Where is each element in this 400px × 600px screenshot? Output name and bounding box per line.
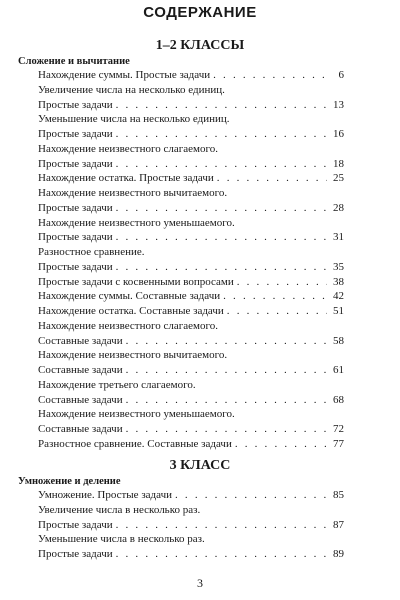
toc-entry-page: 51 — [333, 305, 344, 317]
toc-entry-title: Нахождение суммы. Составные задачи — [38, 290, 221, 303]
toc-entry — [38, 518, 344, 533]
dot-leader — [116, 157, 327, 172]
toc-entry-title: Умножение. Простые задачи — [38, 489, 173, 501]
toc-entry-page: 28 — [333, 201, 344, 214]
toc-entry — [38, 547, 344, 562]
toc-entry-title: Составные задачи — [38, 364, 123, 376]
toc-entry — [38, 532, 344, 547]
toc-entry-title: Нахождение остатка. Составные задачи — [38, 305, 224, 317]
dot-leader — [116, 127, 327, 142]
toc-entry-page: 42 — [333, 290, 344, 303]
toc-entry-title: Составные задачи — [38, 334, 123, 347]
toc-entry-title: Простые задачи — [38, 128, 113, 140]
toc-entry-page: 16 — [333, 128, 344, 140]
toc-entry-title: Уменьшение числа в несколько раз. — [38, 533, 205, 546]
dot-leader — [213, 68, 327, 83]
dot-leader — [217, 171, 327, 186]
dot-leader — [116, 201, 327, 216]
toc-entry-title: Увеличение числа на несколько единиц. — [38, 83, 225, 96]
toc-entry-title: Простые задачи — [38, 518, 113, 531]
toc-entry-page: 72 — [333, 423, 344, 435]
dot-leader — [235, 437, 327, 452]
toc-entry — [38, 186, 344, 201]
dot-leader — [116, 230, 327, 245]
dot-leader — [116, 547, 327, 562]
toc-entry-title: Составные задачи — [38, 393, 123, 406]
toc-entry — [38, 112, 344, 127]
toc-entry-page: 58 — [333, 334, 344, 347]
toc-entry-title: Простые задачи — [38, 548, 113, 560]
toc-entry-page: 35 — [333, 260, 344, 273]
toc-entry-title: Простые задачи — [38, 201, 113, 214]
toc-entry-title: Нахождение неизвестного вычитаемого. — [38, 349, 228, 362]
toc-entry — [38, 393, 344, 408]
toc-entry — [38, 503, 344, 518]
toc-entry — [38, 289, 344, 304]
dot-leader — [126, 363, 327, 378]
dot-leader — [126, 334, 327, 349]
toc-entry-title: Разностное сравнение. Составные задачи — [38, 437, 232, 450]
toc-entry — [38, 127, 344, 142]
toc-entry — [38, 216, 344, 231]
toc-entry — [38, 171, 344, 186]
toc-entry — [38, 319, 344, 334]
toc-entry-title: Нахождение неизвестного слагаемого. — [38, 142, 218, 155]
dot-leader — [126, 422, 327, 437]
dot-leader — [116, 260, 327, 275]
toc-entry-title: Составные задачи — [38, 423, 123, 435]
toc-list-grades-1-2 — [38, 68, 344, 452]
toc-entry-title: Простые задачи — [38, 157, 113, 170]
toc-entry-title: Простые задачи — [38, 231, 113, 244]
toc-entry-title: Нахождение остатка. Простые задачи — [38, 172, 214, 185]
toc-entry — [38, 488, 344, 503]
toc-entry-title: Нахождение суммы. Простые задачи — [38, 69, 211, 81]
dot-leader — [237, 275, 327, 290]
toc-entry — [38, 437, 344, 452]
toc-entry-page: 77 — [333, 437, 344, 450]
toc-entry-page: 18 — [333, 157, 344, 170]
toc-entry — [38, 378, 344, 393]
subsection-heading-addition-subtraction: Сложение и вычитание — [18, 56, 130, 67]
toc-entry — [38, 230, 344, 245]
toc-entry-title: Уменьшение числа на несколько единиц. — [38, 113, 230, 126]
toc-entry-page: 68 — [333, 393, 344, 406]
toc-entry — [38, 348, 344, 363]
section-heading-grade-3: 3 КЛАСС — [169, 458, 231, 473]
toc-entry — [38, 304, 344, 319]
dot-leader — [223, 289, 327, 304]
subsection-heading-multiplication-division: Умножение и деление — [18, 476, 121, 487]
toc-entry — [38, 201, 344, 216]
toc-entry-title: Простые задачи — [38, 98, 113, 111]
dot-leader — [126, 393, 327, 408]
toc-entry-page: 25 — [333, 172, 344, 185]
toc-entry — [38, 142, 344, 157]
page-number: 3 — [197, 576, 203, 590]
toc-entry-page: 6 — [338, 69, 344, 81]
toc-entry — [38, 245, 344, 260]
page-title: СОДЕРЖАНИЕ — [143, 4, 257, 21]
toc-entry-page: 87 — [333, 518, 344, 531]
toc-entry — [38, 422, 344, 437]
toc-entry-page: 13 — [333, 98, 344, 111]
toc-entry — [38, 334, 344, 349]
toc-entry-page: 38 — [333, 275, 344, 288]
dot-leader — [116, 98, 327, 113]
toc-entry — [38, 68, 344, 83]
toc-entry-title: Разностное сравнение. — [38, 246, 145, 258]
toc-entry-title: Нахождение неизвестного уменьшаемого. — [38, 408, 235, 421]
toc-entry — [38, 157, 344, 172]
toc-entry-title: Простые задачи с косвенными вопросами — [38, 275, 234, 288]
toc-entry-page: 31 — [333, 231, 344, 244]
toc-entry-page: 61 — [333, 364, 344, 376]
toc-entry-page: 89 — [333, 548, 344, 560]
toc-entry — [38, 363, 344, 378]
dot-leader — [175, 488, 327, 503]
toc-entry-title: Увеличение числа в несколько раз. — [38, 503, 201, 516]
toc-entry-title: Нахождение третьего слагаемого. — [38, 378, 196, 391]
toc-entry-title: Нахождение неизвестного слагаемого. — [38, 319, 218, 332]
toc-entry-page: 85 — [333, 489, 344, 501]
toc-entry — [38, 275, 344, 290]
toc-list-grade-3 — [38, 488, 344, 562]
toc-entry-title: Нахождение неизвестного уменьшаемого. — [38, 216, 235, 229]
toc-entry — [38, 260, 344, 275]
toc-entry-title: Нахождение неизвестного вычитаемого. — [38, 187, 228, 199]
toc-entry — [38, 98, 344, 113]
toc-entry — [38, 83, 344, 98]
section-heading-grades-1-2: 1–2 КЛАССЫ — [155, 38, 245, 53]
dot-leader — [116, 518, 327, 533]
toc-entry-title: Простые задачи — [38, 260, 113, 273]
toc-entry — [38, 407, 344, 422]
dot-leader — [227, 304, 327, 319]
